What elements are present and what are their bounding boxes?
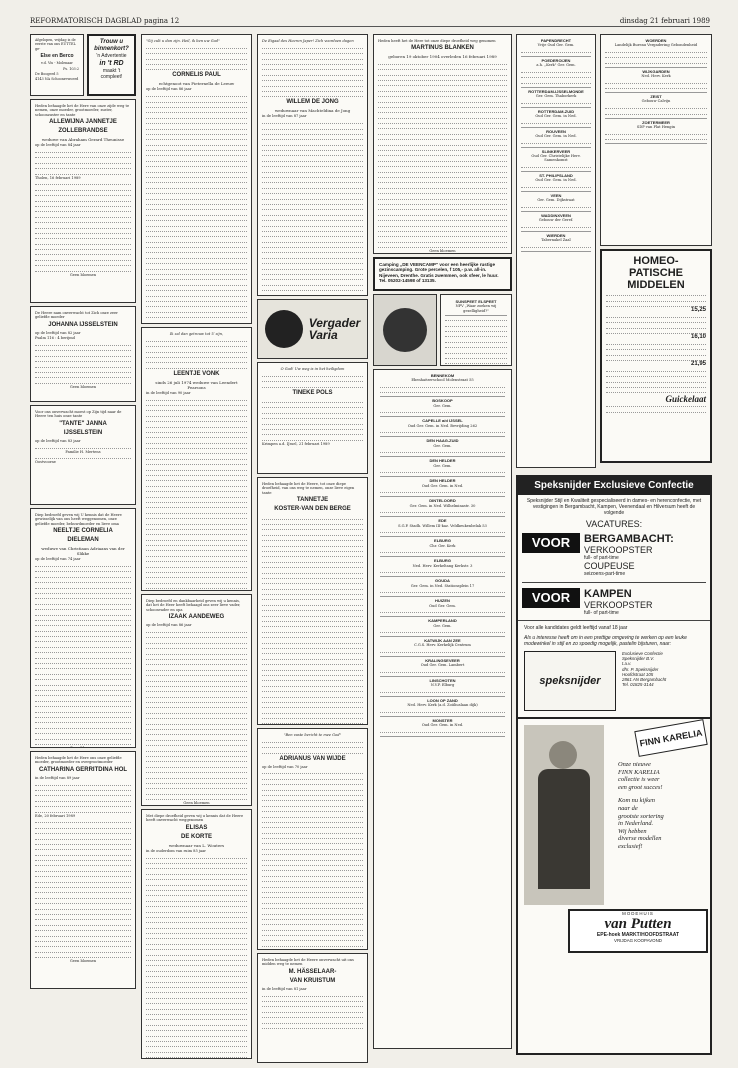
announcement-foot: Geen bloemen <box>69 272 97 277</box>
role-coupeuse-type: seizoens-part-time <box>584 571 626 577</box>
deceased-name: CATHARINA GERRITDINA HOL <box>38 766 128 773</box>
church-detail: Ger. Gem. in Ned. Wilhelminastr. 30 <box>409 503 476 508</box>
announcement-sign: Krimpen a.d. IJssel, 21 februari 1989 <box>262 441 330 446</box>
announcement-sign: Familie H. Mertens <box>65 449 101 454</box>
deceased-name: ELISAS <box>185 824 208 831</box>
varia-logo-icon <box>383 308 427 352</box>
finn-line: in Nederland. <box>618 820 654 828</box>
announcement-intro: Heden behaagde het de Heere, tot onze diepe droefheid, van ons weg te nemen, onze lieve eigen tante <box>262 482 355 495</box>
church-name: CAPELLE a/d IJSSEL <box>422 418 463 424</box>
announcement-quote: "Gij zult u dan zijn. Heil, ik ben uw God" <box>146 39 220 43</box>
addr-line: Exclusieve Confectie <box>622 651 663 656</box>
church-item <box>380 517 505 537</box>
church-detail: Ger. Gem. Dijkstraat <box>537 198 575 203</box>
church-item <box>521 192 591 212</box>
church-name: WADDINXVEEN <box>541 212 571 218</box>
role-verkoopster-2-type: full- of part-time <box>584 610 619 616</box>
trouw-l1: Trouw u <box>99 39 124 45</box>
vacatures-title: VACATURES: <box>585 519 643 529</box>
trouw-l5: maakt 't <box>102 68 121 74</box>
voor-label-1: VOOR <box>522 533 580 553</box>
trouw-l3: 'n Advertentie <box>96 53 127 59</box>
church-item <box>521 37 591 57</box>
column-1 <box>30 34 136 992</box>
fashion-photo <box>524 725 604 905</box>
announcement-intro: Met diepe droefheid geven wij u kennis dat de Heere heeft onverwacht weggenomen <box>146 814 244 823</box>
church-item <box>380 577 505 597</box>
church-detail: Vrije Oud Ger. Gem. <box>537 43 575 48</box>
church-item <box>380 417 505 437</box>
announcement-dieleman <box>30 508 136 748</box>
church-detail: Oud Ger. Gem. in Ned. <box>535 134 577 139</box>
church-detail: Ger. Gem. <box>433 403 452 408</box>
deceased-age: op de leeftijd van 86 jaar <box>146 87 192 92</box>
church-name: GOUDA <box>435 578 450 584</box>
church-item <box>380 497 505 517</box>
deceased-surname: KOSTER-VAN DEN BERGE <box>274 506 351 513</box>
finn-line: Onze nieuwe <box>618 761 651 768</box>
church-name: ZOETERMEER <box>642 119 670 125</box>
church-name: BOSKOOP <box>432 398 453 404</box>
church-item <box>380 457 505 477</box>
church-item <box>380 397 505 417</box>
addr-line: 2861 AN Bergambacht <box>622 677 667 683</box>
church-item <box>521 128 591 148</box>
deceased-sub: weduwnaar van L. Wouters <box>168 842 225 848</box>
church-item <box>521 108 591 128</box>
church-name: ELBURG <box>434 538 451 544</box>
deceased-sub: weduwe van Abraham Gerard Theunisse <box>41 137 125 143</box>
church-detail: Ned. Herv. Kerk <box>641 74 671 79</box>
deceased-age: in de leeftijd van 89 jaar <box>35 775 80 780</box>
church-item <box>445 298 507 316</box>
church-item <box>521 88 591 108</box>
church-item <box>380 477 505 497</box>
church-item <box>521 148 591 172</box>
homeo-brand: Guickelaat <box>665 394 706 405</box>
finn-line: Wij hebben <box>618 827 647 835</box>
announcement-pols <box>257 362 368 474</box>
homeo-price-2: 16,10 <box>690 334 706 341</box>
announcement-foot: Geen bloemen <box>183 801 210 806</box>
header-left: REFORMATORISCH DAGBLAD pagina 12 <box>30 17 180 25</box>
church-item <box>380 637 505 657</box>
church-detail: Oud Ger. Gem. in Ned. <box>535 114 577 119</box>
deceased-name: TANNETJE <box>296 497 329 504</box>
column-6 <box>600 34 712 466</box>
announcement-de-korte <box>141 809 252 1059</box>
church-name: KATWIJK AAN ZEE <box>424 638 461 644</box>
church-detail: Ebenhaëzerschool Molenstraat 55 <box>411 378 474 383</box>
church-list-top <box>440 294 512 366</box>
church-item <box>605 119 707 144</box>
homeo-title3: MIDDELEN <box>627 279 685 291</box>
finn-line: collectie is weer <box>618 776 660 784</box>
varia-emblem <box>265 310 303 348</box>
church-item <box>380 557 505 577</box>
deceased-age: op de leeftijd van 70 jaar <box>262 764 308 769</box>
deceased-name: ADRIANUS VAN WIJDE <box>279 755 346 762</box>
church-name: EDE <box>438 518 447 524</box>
finn-line: exclusief! <box>618 842 643 850</box>
deceased-age: op de leeftijd van 86 jaar <box>146 623 192 628</box>
church-detail: N.V.P. Elburg <box>430 683 455 688</box>
deceased-surname: VAN KRUISTUM <box>289 977 336 984</box>
church-name: DEN HELDER <box>429 458 456 464</box>
church-detail: Ger. Gem. <box>433 623 452 628</box>
church-detail: Oud Ger. Gem. in Ned. <box>535 178 577 183</box>
church-detail: Chr. Ger. Kerk <box>429 543 456 548</box>
church-name: MONSTER <box>432 718 453 724</box>
announcement-hol <box>30 751 136 989</box>
announcement-quote: Ik zal dan getrouw tot U zijn, <box>169 332 224 336</box>
church-name: DEN HAAG-ZUID <box>426 438 459 444</box>
deceased-age: in de leeftijd van 90 jaar <box>146 390 191 395</box>
announcement-foot: Geen bloemen <box>69 745 97 748</box>
church-detail: Oud Ger. Gem. in Ned. <box>421 723 464 728</box>
addr-line: dhr. P. Speksnijder <box>622 666 659 672</box>
church-item <box>521 212 591 232</box>
age-note: Voor alle kandidates geldt leeftijd vanaf 18 jaar <box>518 620 710 635</box>
church-name: BENNEKOM <box>430 373 455 378</box>
church-item <box>380 597 505 617</box>
church-detail: Gebouw Calvijn <box>641 99 671 104</box>
church-name: SLINKERVEER <box>541 148 571 154</box>
deceased-sub: weduwe van Christiaan Adriaans van der Slikke <box>41 546 125 557</box>
church-detail: C.G.S. Herv. Kerkelijk Centrum <box>414 643 471 648</box>
finn-line: FINN KARELIA <box>618 768 660 776</box>
church-name: WOERDEN <box>645 38 667 43</box>
church-detail: Ger. Gem. in Ned. Stationsplein 17 <box>410 583 475 588</box>
announcement-quote: "Ben vaste bericht te mee God" <box>283 733 342 737</box>
column-4 <box>373 34 512 1052</box>
deceased-name: WILLEM DE JONG <box>286 99 339 106</box>
church-name: ZEIST <box>650 94 662 100</box>
church-item <box>605 93 707 118</box>
church-detail: Ger. Gem. <box>433 463 452 468</box>
church-name: WIERDEN <box>546 232 566 238</box>
church-name: WIJKGARDEN <box>642 68 670 74</box>
column-3 <box>257 34 368 1066</box>
church-detail: SDP van Plat Hengin <box>636 124 676 129</box>
church-detail: Ger. Gem. Thaborkerk <box>535 94 577 99</box>
church-name: HUIZEN <box>435 598 450 604</box>
store-modehuis: MODEHUIS <box>622 911 654 916</box>
role-verkoopster-2: VERKOOPSTER <box>584 600 653 610</box>
church-detail: Oud Ger. Gem. in Ned. Bevrijding 262 <box>407 423 478 428</box>
deceased-surname: IJSSELSTEIN <box>63 429 103 436</box>
deceased-name: IZAAK AANDEWEG <box>168 614 225 621</box>
addr-line: Speksnijder B.V. <box>622 656 655 662</box>
church-name: ST. PHILIPSLAND <box>539 172 573 178</box>
deceased-name: NEELTJE CORNELIA <box>53 528 113 535</box>
church-detail: Landelijk Bureau Vergadering Gebondenheid <box>614 43 698 48</box>
varia-title2: Varia <box>308 328 338 342</box>
trouw-ad <box>87 34 136 96</box>
announcement-zollebrandse <box>30 99 136 303</box>
deceased-name: TINEKE POLS <box>292 389 333 396</box>
deceased-age: in de leeftijd van 87 jaar <box>262 114 307 119</box>
church-item <box>380 697 505 717</box>
speksnijder-banner: Speksnijder Exclusieve Confectie <box>518 477 710 495</box>
role-verkoopster-1: VERKOOPSTER <box>584 545 653 555</box>
church-item <box>380 617 505 637</box>
addr-line: Hoofdstraat 105 <box>622 671 654 677</box>
church-item <box>380 537 505 557</box>
finn-line: naar de <box>618 804 638 812</box>
deceased-sub: geboren 19 oktober 1904 overleden 16 februari 1989 <box>388 54 497 60</box>
church-name: ROTTERDAM-ZUID <box>537 108 575 114</box>
italic-note: Als u interesse heeft om in een prettige omgeving te werken op een leuke modewinkel in stijl en zo spoedig mogelijk, pastelin bijsturen, naar: <box>524 635 687 647</box>
store-name: van Putten <box>604 916 672 932</box>
church-name: SUNSPEET ELSPEET <box>455 299 497 304</box>
deceased-name: LEENTJE VONK <box>173 370 220 377</box>
church-detail: a.h. „Kerk" Ger. Gem. <box>536 63 576 68</box>
announcement-hasselaar <box>257 953 368 1063</box>
trouw-l6: compleet! <box>100 74 123 80</box>
church-detail: Oud Ger. Gem. in Ned. <box>421 483 464 488</box>
bible-ref: Psalm 116 : 4 berijmd <box>35 336 75 341</box>
addr-line: t.a.v. <box>622 661 632 667</box>
church-name: LOON OP ZAND <box>427 698 458 704</box>
church-item <box>380 677 505 697</box>
announcement-blanken <box>373 34 512 254</box>
announcement-foot: Geen bloemen <box>429 249 456 254</box>
announcement-intro: Heden heeft het de Here tot onze diepe droefheid weg genomen <box>378 39 496 43</box>
church-detail: NPV „Waar zoeken wij gezelligheid?" <box>455 304 497 313</box>
announcement-quote: O God! Uw weg is in het heiligdom <box>280 367 345 371</box>
finn-line: grootste sortering <box>618 812 664 820</box>
church-detail: Gebouw der Geref. <box>538 218 574 223</box>
announcement-vonk <box>141 327 252 591</box>
church-detail: Ger. Gem. <box>433 443 452 448</box>
church-detail: Oud Ger. Gem. Lambert <box>420 663 465 668</box>
announcement-de-jong <box>257 34 368 296</box>
deceased-sub: echtgenoot van Pieternella de Leeuw <box>158 81 235 87</box>
birth-announcement <box>30 34 84 96</box>
announcement-intro: Heden behaagde het de Here ons onze geliefde moeder, grootmoeder en overgrootmoeder <box>35 756 122 765</box>
birth-names: Else en Berco <box>40 53 74 60</box>
church-name: ROTTERDAM-IJSSELMONDE <box>528 88 584 94</box>
deceased-age: in de ouderdom van ruim 85 jaar <box>146 848 207 853</box>
announcement-tante-janna <box>30 405 136 505</box>
homeo-title1: HOMEO- <box>633 255 679 267</box>
birth-names2: v.d. Vis - Molenaar <box>41 61 73 66</box>
announcement-intro: Diep bedroefd geven wij U kennis dat de Heere gewisselijk van ons heeft weggenomen, onze geliefde moeder, behuwdmoeder en lieve oma <box>35 513 122 526</box>
church-item <box>521 172 591 192</box>
announcement-ijsselstein <box>30 306 136 402</box>
deceased-name: CORNELIS PAUL <box>172 72 221 79</box>
addr-line: Tel. 01825-3144 <box>622 682 654 688</box>
announcement-van-wijde <box>257 728 368 950</box>
birth-ref: Ps. 103:2 <box>63 66 79 71</box>
church-item <box>521 57 591 88</box>
camping-text: Camping „DE VEENCAMP" voor een heerlijke rustige gezinscamping. Grote percelen, f 105,- p.w. all-in. Nijeveen, Drenthe. Gratis zwemmen, ook sfeer, le huur. Tel. 05202-14598 of 13135. <box>379 262 499 284</box>
deceased-sub: weduwnaar van Machteldina de Jong <box>274 108 351 114</box>
deceased-age: op de leeftijd van 83 jaar <box>35 438 81 443</box>
deceased-name: ALLEWIJNA JANNETJE <box>49 119 117 126</box>
church-name: LINSCHOTEN <box>429 678 456 684</box>
church-detail: S.G.P. Stadh. Willem III-kaz. Veldkeukenbelak 53 <box>398 523 487 528</box>
announcement-intro: Voor ons onverwacht moest op Zijn tijd naar de Heere ten huis onze tante <box>35 410 122 419</box>
church-item <box>380 717 505 737</box>
homeo-title2: PATISCHE <box>629 267 683 279</box>
column-5 <box>516 34 596 471</box>
role-coupeuse: COUPEUSE <box>584 561 635 571</box>
varia-title1: Vergader <box>308 316 361 330</box>
homeopathic-ad <box>600 249 712 463</box>
church-item <box>521 232 591 252</box>
deceased-age: op de leeftijd van 74 jaar <box>35 557 81 562</box>
deceased-surname: DE KORTE <box>180 833 212 840</box>
announcement-foot: Geen bloemen <box>69 384 97 389</box>
finn-line: een groot succes! <box>618 783 663 791</box>
announcement-intro: Heden behaagde het de Heere onverwacht uit ons midden weg te nemen <box>262 958 354 967</box>
column-2 <box>141 34 252 1062</box>
page-header <box>30 14 710 27</box>
church-item <box>605 37 707 68</box>
vergader-varia-logo <box>257 299 368 359</box>
store-koopavond: VRIJDAG KOOPAVOND <box>614 938 662 943</box>
deceased-name: M. HÄSSELAAR- <box>288 968 337 975</box>
church-name: DINTELOORD <box>429 498 456 504</box>
announcement-foot: Geen bloemen <box>69 959 97 964</box>
church-detail: Oud Ger. Gem. <box>429 603 456 608</box>
deceased-age: in de leeftijd van 81 jaar <box>262 986 307 991</box>
deceased-surname: ZOLLEBRANDSE <box>58 128 108 135</box>
model-coat <box>538 769 590 889</box>
deceased-surname: DIELEMAN <box>67 537 99 544</box>
announcement-aandeweg <box>141 594 252 806</box>
birth-text: Afgelopen, vrijdag is de eerste van ons EUTTEL ge- <box>35 38 76 51</box>
announcement-intro: Diep bedroefd en dankbaarheid geven wij u kennis, dat het de Heer heeft behaagd ons zeer lieve vader, schoonvader en opa <box>146 599 241 612</box>
church-list <box>373 369 512 1049</box>
church-detail: Oud Ger. Christelijke Herv. Samenkomst <box>531 154 581 163</box>
finn-line: diverse modellen <box>618 835 662 843</box>
speksnijder-intro: Speksnijder Stijl en Kwaliteit gespecialiseerd in dames- en herenconfectie, met vestigingen in Bergambacht, Kampen, Veenendaal en Hilversum heeft de volgende <box>526 498 702 516</box>
announcement-intro: De Eigaal des Heeren Japer! Zich voordoen dagen <box>262 39 354 43</box>
church-item <box>380 657 505 677</box>
varia-photo <box>373 294 437 366</box>
church-name: VEEN <box>550 192 562 198</box>
church-detail: Ned. Herv. Kerkeltang Kerkstr. 3 <box>412 563 473 568</box>
church-name: ELBURG <box>434 558 451 564</box>
role-verkoopster-1-type: full- of part-time <box>584 555 619 561</box>
place-kampen: KAMPEN <box>584 588 632 600</box>
deceased-name: "TANTE" JANNA <box>59 420 107 427</box>
birth-address: De Boogerd 5 <box>35 72 59 77</box>
homeo-price-1: 15,25 <box>690 307 706 314</box>
church-name: POEDEROIJEN <box>541 57 571 63</box>
camping-ad <box>373 257 512 291</box>
church-list-2 <box>516 34 596 468</box>
deceased-name: JOHANNA IJSSELSTEIN <box>48 321 118 328</box>
announcement-koster <box>257 477 368 725</box>
deceased-sub: sinds 26 juli 1974 weduwe van Leendert Pearsons <box>155 379 238 390</box>
church-item <box>605 68 707 93</box>
announcement-intro: Heden behaagde het de Here van onze zijde weg te nemen, onze moeder, grootmoeder, zuster, schoonzuster en tante <box>35 104 130 117</box>
place-bergambacht: BERGAMBACHT: <box>584 533 674 545</box>
store-address: EPE-hoek MARKT/HOOFDSTRAAT <box>596 932 680 938</box>
announcement-place: Oostvoorne <box>35 460 56 465</box>
model-head <box>549 741 577 769</box>
announcement-paul <box>141 34 252 324</box>
church-name: ROUVEEN <box>546 128 566 134</box>
church-name: DEN HELDER <box>429 478 456 484</box>
deceased-age: op de leeftijd van 82 jaar <box>35 330 81 335</box>
homeo-price-3: 21,95 <box>690 361 706 368</box>
church-name: PAPENDRECHT <box>540 38 572 43</box>
church-list-3 <box>600 34 712 246</box>
announcement-sign: Ede, 20 februari 1989 <box>35 813 76 818</box>
church-detail: Tabernakel Zaal <box>541 238 571 243</box>
birth-postcode: 4143 NA Schoonrewoerd <box>35 77 79 82</box>
deceased-age: op de leeftijd van 84 jaar <box>35 143 81 148</box>
speksnijder-logo: speksnijder <box>539 675 601 687</box>
church-item <box>380 372 505 397</box>
trouw-l4: in 't RD <box>99 60 124 67</box>
header-right: dinsdag 21 februari 1989 <box>619 17 710 25</box>
church-detail: Ned. Herv. Kerk (a.d. Zoüliuslaan dijk) <box>407 703 478 708</box>
church-name: KRALINGSEVEER <box>425 658 460 664</box>
deceased-name: MARTINUS BLANKEN <box>411 45 474 52</box>
trouw-l2: binnenkort? <box>94 46 129 52</box>
finn-karelia-logo: FINN KARELIA <box>638 727 704 749</box>
announcement-intro: De Heere nam onverwacht tot Zich onze zeer geliefde moeder <box>35 311 118 320</box>
church-name: KAMPERLAND <box>428 618 457 624</box>
finn-line: Kom nu kijken <box>618 797 655 805</box>
announcement-sign: Tholen, 16 februari 1989 <box>35 175 81 180</box>
speksnijder-ad <box>516 475 712 1055</box>
voor-label-2: VOOR <box>522 588 580 608</box>
church-item <box>380 437 505 457</box>
